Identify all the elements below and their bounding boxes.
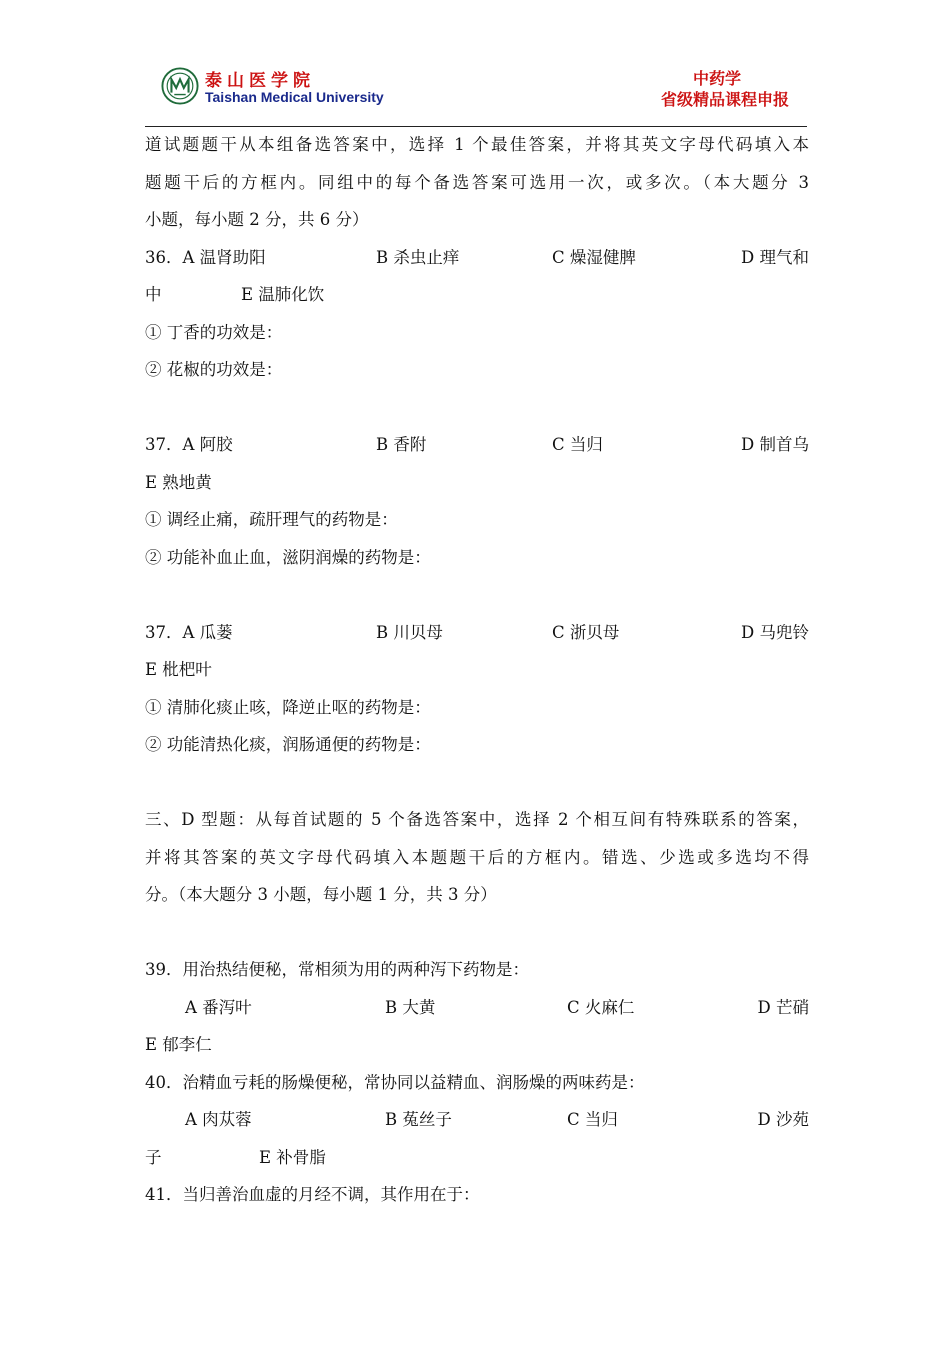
option-d: D 马兜铃 [741,622,809,642]
option-c: C 火麻仁 [567,997,635,1017]
option-e: E 补骨脂 [259,1147,326,1167]
option-c: C 当归 [552,435,603,454]
sub-question: ② 功能清热化痰，润肠通便的药物是： [145,735,431,754]
question-37a-options [145,426,809,464]
question-36-options [145,239,809,277]
school-name-cn: 泰山医学院 [205,71,315,91]
option-c: C 浙贝母 [552,622,620,642]
document-body [145,126,809,1214]
university-logo-icon [161,67,199,105]
option-b: B 菟丝子 [385,1110,452,1129]
question-41-stem: 41．当归善治血虚的月经不调，其作用在于： [145,1185,480,1204]
option-e: E 枇杷叶 [145,660,212,679]
option-d: D 沙苑 [757,1110,809,1129]
option-d: D 制首乌 [741,435,809,454]
option-c: C 当归 [567,1110,618,1129]
option-e: E 郁李仁 [145,1035,212,1054]
option-b: B 杀虫止痒 [376,247,460,267]
sub-question: ② 功能补血止血，滋阴润燥的药物是： [145,547,431,567]
option-e: E 温肺化饮 [241,285,325,304]
section-3-line: 分。（本大题分 3 小题，每小题 1 分，共 3 分） [145,885,497,904]
option-a: A 肉苁蓉 [185,1110,252,1129]
intro-line: 道试题题干从本组备选答案中，选择 1 个最佳答案，并将其英文字母代码填入本 [145,135,809,154]
sub-question: ① 丁香的功效是： [145,322,283,342]
question-37b-options [145,614,809,652]
intro-line: 小题，每小题 2 分，共 6 分） [145,210,369,229]
option-a: A 番泻叶 [185,997,252,1017]
intro-line: 题题干后的方框内。同组中的每个备选答案可选用一次，或多次。（本大题分 3 [145,172,809,192]
question-36-options-cont [145,276,809,314]
page-header [145,60,807,127]
option-a: 37．A 瓜蒌 [145,622,233,642]
course-title: 中药学 [692,69,741,88]
option-b: B 川贝母 [376,622,443,642]
option-b: B 香附 [376,435,427,454]
sub-question: ① 调经止痛，疏肝理气的药物是： [145,510,398,529]
option-e: E 熟地黄 [145,472,212,492]
option-c: C 燥湿健脾 [552,247,636,267]
option-d: D 理气和 [741,247,809,267]
sub-question: ② 花椒的功效是： [145,360,283,379]
option-d-cont: 子 [145,1147,162,1167]
question-40-options [145,1101,809,1139]
option-d: D 芒硝 [757,997,809,1017]
option-a: 36．A 温肾助阳 [145,247,266,267]
question-39-stem: 39．用治热结便秘，常相须为用的两种泻下药物是： [145,960,529,979]
section-3-heading: 三、D 型题：从每首试题的 5 个备选答案中，选择 2 个相互间有特殊联系的答案， [145,810,809,829]
option-a: 37．A 阿胶 [145,435,233,454]
school-name-en: Taishan Medical University [205,89,384,105]
question-40-options-cont [145,1139,809,1177]
question-40-stem: 40．治精血亏耗的肠燥便秘，常协同以益精血、润肠燥的两味药是： [145,1072,645,1092]
course-subtitle: 省级精品课程申报 [660,90,789,109]
section-3-line: 并将其答案的英文字母代码填入本题题干后的方框内。错选、少选或多选均不得 [145,847,809,867]
question-39-options [145,989,809,1027]
sub-question: ① 清肺化痰止咳，降逆止呕的药物是： [145,697,431,717]
option-b: B 大黄 [385,997,436,1017]
option-d-cont: 中 [145,285,162,304]
